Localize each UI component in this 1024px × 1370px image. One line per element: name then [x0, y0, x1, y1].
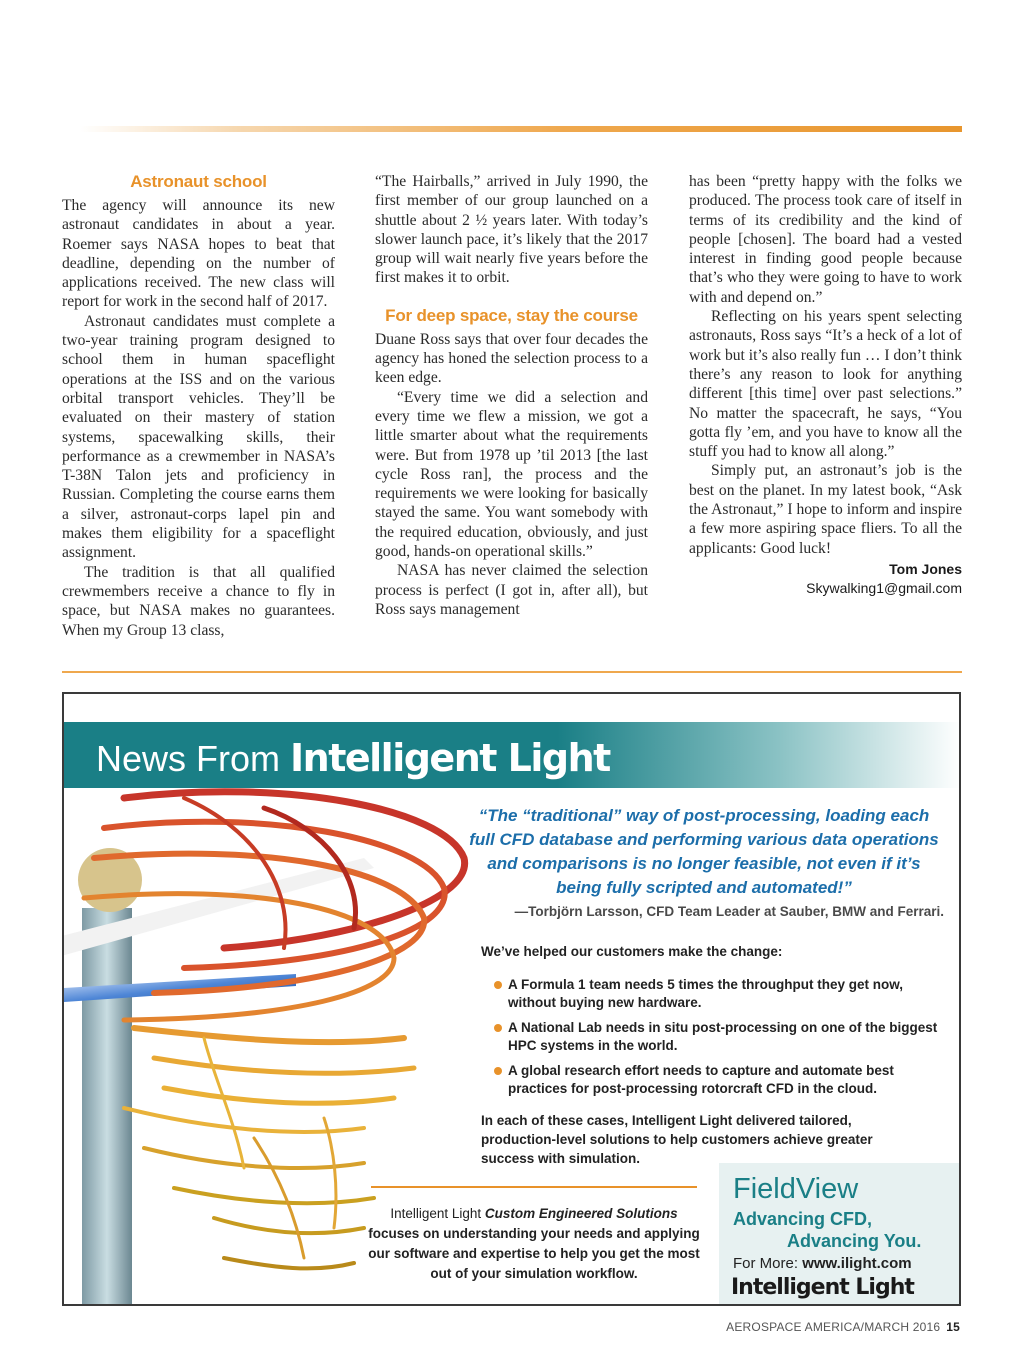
intelligent-light-logo: Intelligent Light — [731, 1275, 914, 1300]
section-heading-deep-space: For deep space, stay the course — [385, 305, 638, 325]
bullet-item — [494, 1062, 948, 1098]
customer-quote: “The “traditional” way of post-processing, loading each full CFD database and performing various data operations and comparisons is no longer feasible, not even if it’s being fully scripted and automated!” — [469, 806, 939, 897]
more-info-label: For More: — [733, 1255, 803, 1272]
bullet-text: A National Lab needs in situ post-processing on one of the biggest HPC systems in the world. — [508, 1020, 938, 1053]
ad-banner-prefix: News From — [96, 738, 291, 779]
top-decorative-rule — [80, 126, 962, 132]
page-footer — [726, 1320, 960, 1334]
author-name: Tom Jones — [889, 560, 962, 577]
bullet-item — [494, 1019, 948, 1055]
paragraph: Duane Ross says that over four decades the agency has honed the selection process to a keen edge. — [375, 330, 648, 387]
fieldview-panel — [719, 1163, 961, 1306]
bullet-dot-icon — [494, 1024, 502, 1032]
bullet-dot-icon — [494, 981, 502, 989]
bullet-text: A global research effort needs to capture and automate best practices for post-processing rotorcraft CFD in the cloud. — [508, 1063, 894, 1096]
ces-body: focuses on understanding your needs and applying our software and expertise to help you get the most out of your simulation workflow. — [368, 1226, 700, 1281]
ces-title: Custom Engineered Solutions — [484, 1206, 678, 1221]
paragraph: Simply put, an astronaut’s job is the best on the planet. In my latest book, “Ask the Astronaut,” I hope to inform and inspire a few more aspiring space fliers. To all the applicants: Good luck! — [689, 462, 962, 557]
bullet-item — [494, 976, 948, 1012]
article-column-1 — [62, 172, 335, 640]
cases-summary: In each of these cases, Intelligent Light delivered tailored, production-level solutions to help customers achieve greater success with simulation. — [481, 1113, 873, 1166]
paragraph: “The Hairballs,” arrived in July 1990, the first member of our group launched on a shuttle about 2 ½ years later. With today’s slower launch pace, it’s likely that the 2017 group will wait nearly five years before the first makes it to orbit. — [375, 173, 648, 287]
fieldview-tagline-1: Advancing CFD, — [733, 1209, 873, 1229]
page-number: 15 — [946, 1320, 960, 1334]
custom-solutions-blurb — [364, 1204, 704, 1284]
quote-attribution: —Torbjörn Larsson, CFD Team Leader at Sauber, BMW and Ferrari. — [514, 904, 944, 919]
ad-banner — [64, 722, 961, 788]
paragraph: NASA has never claimed the selection process is perfect (I got in, after all), but Ross says management — [375, 562, 648, 618]
ad-orange-rule — [371, 1186, 697, 1188]
paragraph: The agency will announce its new astronaut candidates in about a year. Roemer says NASA hopes to beat that deadline, depending on the number of applications received. The new class will report for work in the second half of 2017. — [62, 197, 335, 311]
paragraph: The tradition is that all qualified crewmembers receive a chance to fly in space, but NASA makes no guarantees. When my Group 13 class, — [62, 563, 335, 639]
article-column-2 — [375, 172, 648, 619]
intelligent-light-advertisement — [62, 692, 961, 1306]
helped-heading: We’ve helped our customers make the change: — [481, 944, 783, 959]
section-divider — [62, 671, 962, 673]
section-heading-astronaut-school: Astronaut school — [130, 172, 267, 191]
bullet-text: A Formula 1 team needs 5 times the throughput they get now, without buying new hardware. — [508, 977, 904, 1010]
ces-prefix: Intelligent Light — [390, 1206, 485, 1221]
more-info — [733, 1255, 912, 1272]
ad-banner-title — [96, 736, 610, 780]
fieldview-tagline-2: Advancing You. — [787, 1231, 922, 1251]
article-column-3 — [689, 172, 962, 598]
author-email[interactable]: Skywalking1@gmail.com — [806, 579, 962, 596]
bullet-dot-icon — [494, 1067, 502, 1075]
paragraph: Reflecting on his years spent selecting astronauts, Ross says “It’s a heck of a lot of work but it’s also really fun … I don’t think there’s any reason to look for anything different [this time] over past selections.” No matter the spacecraft, he says, “You gotta fly ’em, and you have to know all the stuff you had to know all along.” — [689, 308, 963, 461]
publication-name: AEROSPACE AMERICA/MARCH 2016 — [726, 1320, 941, 1334]
paragraph: Astronaut candidates must complete a two-year training program designed to school them in human spaceflight operations at the ISS and on the various orbital transport vehicles. They’ll be evaluated on their mastery of station systems, spacewalking skills, their performance as a crewmember in NASA’s T-38N Talon jets and proficiency in Russian. Completing the course earns them a silver, astronaut-corps lapel pin and makes them eligibility for a spaceflight assignment. — [62, 312, 335, 562]
fieldview-title: FieldView — [733, 1173, 859, 1205]
website-link[interactable]: www.ilight.com — [802, 1255, 912, 1272]
paragraph: has been “pretty happy with the folks we produced. The process took care of itself in terms of its credibility and the kind of people [chosen]. The board had a vested interest in finding good people because that’s who they were going to have to work with and depend on.” — [689, 173, 962, 306]
paragraph: “Every time we did a selection and every time we flew a mission, we got a little smarter about what the requirements were. But from 1978 up ’til 2013 [the last cycle Ross ran], the process and the requirements we were looking for basically stayed the same. You want somebody with the required education, obviously, and just good, hands-on operational skills.” — [375, 388, 648, 561]
ad-banner-brand: Intelligent Light — [290, 736, 610, 780]
